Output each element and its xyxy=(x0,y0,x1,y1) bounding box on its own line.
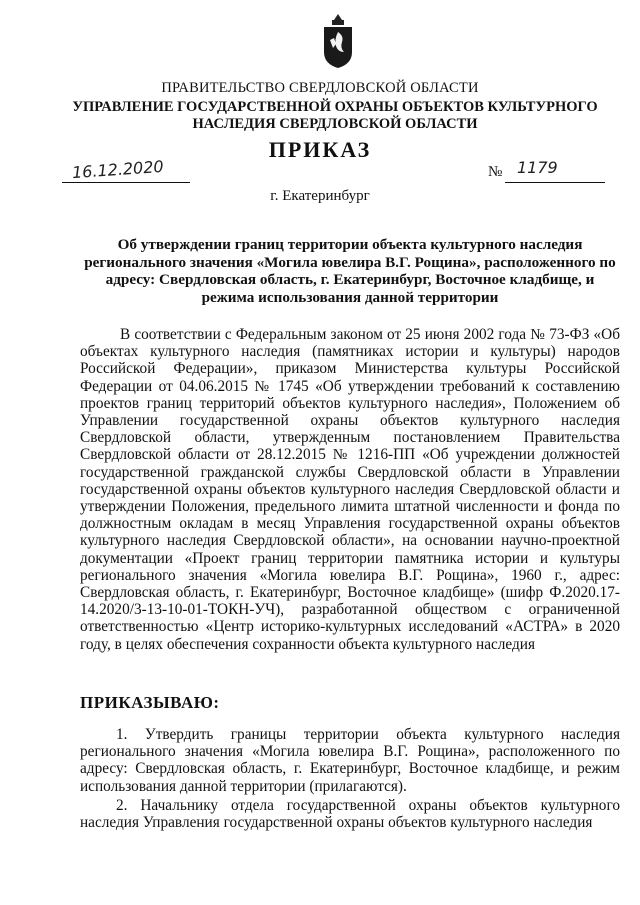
number-sign: № xyxy=(488,164,503,180)
preamble-paragraph: В соответствии с Федеральным законом от 25 июня 2002 года № 73-ФЗ «Об объектах культурного наследия (памятниках истории и культуры) народов Российской Федерации», приказом Министерства культуры Российской Федерации от 04.06.2015 № 1745 «Об утверждении требований к составлению проектов границ территорий объектов культурного наследия», Положением об Управлении государственной охраны объектов культурного наследия Свердловской области, утвержденным постановлением Правительства Свердловской области от 28.12.2015 № 1216-ПП «Об учреждении должностей государственной гражданской службы Свердловской области в Управлении государственной охраны объектов культурного наследия Свердловской области и утверждении Положения, предельного лимита штатной численности и фонда по должностным окладам в месяц Управления государственной охраны объектов культурного наследия Свердловской области», на основании научно-проектной документации «Проект границ территории памятника истории и культуры регионального значения «Могила ювелира В.Г. Рощина», 1960 г., адрес: Свердловская область, г. Екатеринбург, Восточное кладбище» (шифр Ф.2020.17-14.2020/3-13-10-01-ТОКН-УЧ), разработанной обществом с ограниченной ответственностью «Центр историко-культурных исследований «АСТРА» в 2020 году, в целях обеспечения сохранности объекта культурного наследия xyxy=(80,326,620,653)
order-word: ПРИКАЗЫВАЮ: xyxy=(80,693,220,712)
number-field xyxy=(505,158,605,183)
order-heading: Об утверждении границ территории объекта культурного наследия регионального значения «Могила ювелира В.Г. Рощина», расположенного по адресу: Свердловская область, г. Екатеринбург, Восточное кладбище, и режима использования данной территории xyxy=(84,236,616,306)
coat-of-arms-emblem xyxy=(318,12,358,70)
order-items-list xyxy=(80,726,620,833)
document-type-title: ПРИКАЗ xyxy=(268,137,372,162)
order-item-1: 1. Утвердить границы территории объекта культурного наследия регионального значения «Могила ювелира В.Г. Рощина», расположенного по адресу: Свердловская область, г. Екатеринбург, Восточное кладбище, и режим использования данной территории (прилагаются). xyxy=(80,726,620,795)
department-name: УПРАВЛЕНИЕ ГОСУДАРСТВЕННОЙ ОХРАНЫ ОБЪЕКТОВ КУЛЬТУРНОГО НАСЛЕДИЯ СВЕРДЛОВСКОЙ ОБЛАСТИ xyxy=(72,99,598,132)
date-field xyxy=(62,156,190,183)
government-name: ПРАВИТЕЛЬСТВО СВЕРДЛОВСКОЙ ОБЛАСТИ xyxy=(161,80,479,96)
city-line: г. Екатеринбург xyxy=(270,188,370,204)
order-item-2: 2. Начальнику отдела государственной охраны объектов культурного наследия Управления государственной охраны объектов культурного наследия xyxy=(80,796,620,832)
handwritten-date: 16.12.2020 xyxy=(71,156,165,183)
handwritten-number: 1179 xyxy=(517,158,558,177)
